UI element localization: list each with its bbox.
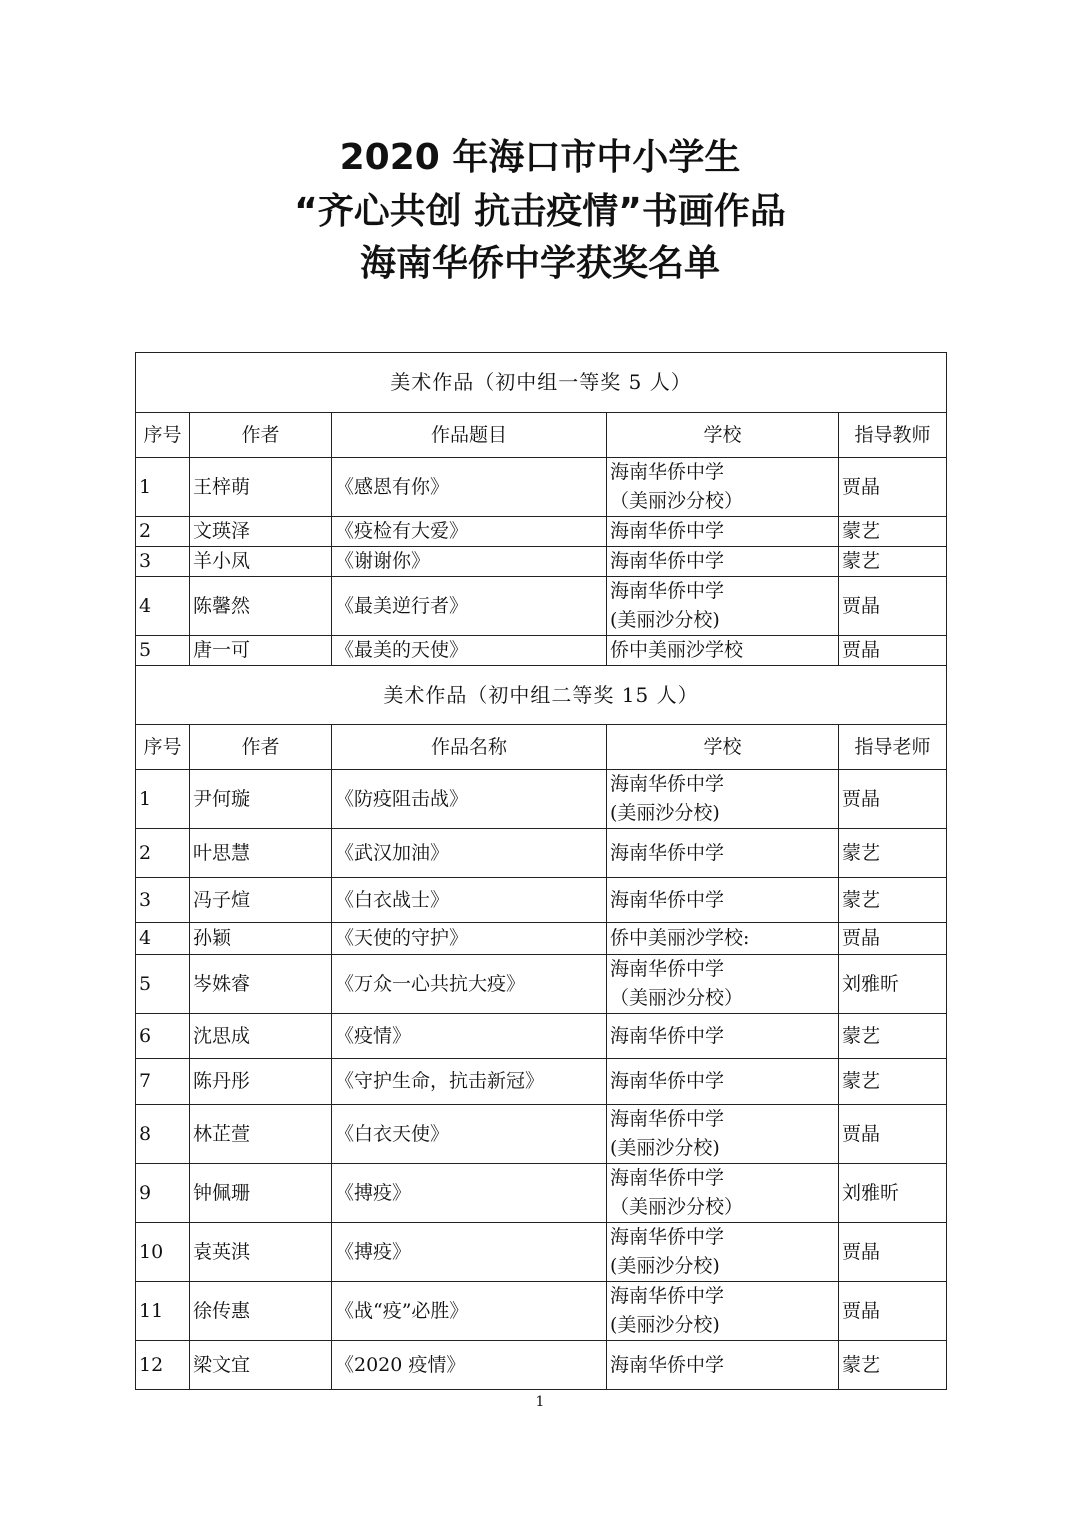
cell-author: 孙颖 [190,923,332,955]
document-title-line2: “齐心共创 抗击疫情”书画作品 [294,191,786,232]
document-title-line3: 海南华侨中学获奖名单 [359,243,720,284]
section-heading-row [136,353,947,413]
cell-no: 8 [136,1105,190,1164]
header-no: 序号 [136,725,190,770]
header-row [136,413,947,458]
school-branch-line: （美丽沙分校） [610,1196,744,1218]
school-line: 海南华侨中学 [610,1226,725,1248]
school-branch-line: (美丽沙分校) [610,1255,720,1277]
cell-school [607,1164,839,1223]
table-row [136,1223,947,1282]
cell-no: 5 [136,955,190,1014]
cell-no: 4 [136,923,190,955]
section1-heading: 美术作品（初中组一等奖 5 人） [136,353,947,413]
table-row [136,878,947,923]
school-line: 海南华侨中学 [610,461,725,483]
cell-author: 唐一可 [190,636,332,666]
cell-school: 侨中美丽沙学校 [607,636,839,666]
header-school: 学校 [607,413,839,458]
table-row [136,636,947,666]
header-teacher: 指导老师 [839,725,947,770]
table-row [136,770,947,829]
cell-school: 海南华侨中学 [607,829,839,878]
header-row [136,725,947,770]
cell-author: 陈丹彤 [190,1059,332,1105]
cell-teacher: 贾晶 [839,458,947,517]
cell-work: 《战“疫”必胜》 [332,1282,607,1341]
cell-author: 尹何璇 [190,770,332,829]
table-row [136,1164,947,1223]
cell-no: 3 [136,878,190,923]
cell-work: 《搏疫》 [332,1164,607,1223]
cell-author: 王梓萌 [190,458,332,517]
cell-author: 徐传惠 [190,1282,332,1341]
table-row [136,577,947,636]
cell-teacher: 刘雅昕 [839,1164,947,1223]
cell-author: 岑姝睿 [190,955,332,1014]
cell-work: 《最美的天使》 [332,636,607,666]
school-branch-line: (美丽沙分校) [610,1137,720,1159]
cell-school: 海南华侨中学 [607,1341,839,1390]
cell-teacher: 贾晶 [839,577,947,636]
cell-author: 袁英淇 [190,1223,332,1282]
cell-school: 海南华侨中学 [607,878,839,923]
cell-no: 9 [136,1164,190,1223]
school-line: 海南华侨中学 [610,1108,725,1130]
cell-author: 林芷萱 [190,1105,332,1164]
school-line: 海南华侨中学 [610,580,725,602]
school-line: 海南华侨中学 [610,1285,725,1307]
header-author: 作者 [190,725,332,770]
cell-teacher: 蒙艺 [839,878,947,923]
cell-school [607,955,839,1014]
header-school: 学校 [607,725,839,770]
cell-school [607,1223,839,1282]
cell-work: 《白衣战士》 [332,878,607,923]
table-row [136,923,947,955]
cell-author: 叶思慧 [190,829,332,878]
table-row [136,1341,947,1390]
cell-work: 《疫情》 [332,1014,607,1059]
cell-no: 6 [136,1014,190,1059]
school-line: 海南华侨中学 [610,1167,725,1189]
school-line: 海南华侨中学 [610,958,725,980]
cell-author: 钟佩珊 [190,1164,332,1223]
cell-no: 1 [136,770,190,829]
cell-teacher: 蒙艺 [839,1014,947,1059]
cell-school [607,458,839,517]
header-work: 作品名称 [332,725,607,770]
cell-school: 海南华侨中学 [607,547,839,577]
cell-no: 10 [136,1223,190,1282]
header-no: 序号 [136,413,190,458]
cell-work: 《2020 疫情》 [332,1341,607,1390]
cell-no: 1 [136,458,190,517]
cell-author: 陈馨然 [190,577,332,636]
table-row [136,955,947,1014]
cell-school [607,1105,839,1164]
table-row [136,1014,947,1059]
award-table [135,352,947,1390]
cell-no: 3 [136,547,190,577]
cell-author: 沈思成 [190,1014,332,1059]
cell-work: 《感恩有你》 [332,458,607,517]
cell-author: 羊小凤 [190,547,332,577]
table-row [136,1105,947,1164]
cell-school [607,1282,839,1341]
cell-work: 《武汉加油》 [332,829,607,878]
cell-no: 5 [136,636,190,666]
cell-work: 《天使的守护》 [332,923,607,955]
cell-no: 7 [136,1059,190,1105]
table-row [136,1059,947,1105]
cell-author: 梁文宜 [190,1341,332,1390]
cell-teacher: 贾晶 [839,636,947,666]
cell-teacher: 贾晶 [839,1105,947,1164]
school-branch-line: （美丽沙分校） [610,987,744,1009]
cell-school: 侨中美丽沙学校: [607,923,839,955]
cell-no: 2 [136,517,190,547]
section-heading-row [136,666,947,725]
cell-author: 文瑛泽 [190,517,332,547]
header-teacher: 指导教师 [839,413,947,458]
cell-teacher: 贾晶 [839,1282,947,1341]
cell-no: 2 [136,829,190,878]
cell-work: 《搏疫》 [332,1223,607,1282]
cell-work: 《白衣天使》 [332,1105,607,1164]
cell-teacher: 蒙艺 [839,1341,947,1390]
cell-no: 12 [136,1341,190,1390]
cell-teacher: 蒙艺 [839,829,947,878]
table-row [136,547,947,577]
cell-school: 海南华侨中学 [607,1014,839,1059]
cell-school: 海南华侨中学 [607,517,839,547]
cell-school [607,577,839,636]
school-branch-line: (美丽沙分校) [610,609,720,631]
school-branch-line: （美丽沙分校） [610,490,744,512]
cell-school [607,770,839,829]
cell-teacher: 贾晶 [839,923,947,955]
cell-work: 《防疫阻击战》 [332,770,607,829]
table-row [136,1282,947,1341]
document-title-line1: 2020 年海口市中小学生 [339,137,741,178]
page-number: 1 [535,1394,545,1410]
cell-work: 《疫检有大爱》 [332,517,607,547]
cell-teacher: 贾晶 [839,1223,947,1282]
cell-teacher: 蒙艺 [839,1059,947,1105]
table-row [136,517,947,547]
cell-no: 4 [136,577,190,636]
school-branch-line: (美丽沙分校) [610,802,720,824]
school-line: 海南华侨中学 [610,773,725,795]
cell-no: 11 [136,1282,190,1341]
cell-school: 海南华侨中学 [607,1059,839,1105]
table-row [136,458,947,517]
cell-work: 《万众一心共抗大疫》 [332,955,607,1014]
cell-teacher: 蒙艺 [839,517,947,547]
section2-heading: 美术作品（初中组二等奖 15 人） [136,666,947,725]
table-row [136,829,947,878]
cell-work: 《谢谢你》 [332,547,607,577]
school-branch-line: (美丽沙分校) [610,1314,720,1336]
cell-teacher: 贾晶 [839,770,947,829]
cell-work: 《最美逆行者》 [332,577,607,636]
cell-teacher: 刘雅昕 [839,955,947,1014]
header-work: 作品题目 [332,413,607,458]
cell-work: 《守护生命，抗击新冠》 [332,1059,607,1105]
cell-teacher: 蒙艺 [839,547,947,577]
cell-author: 冯子煊 [190,878,332,923]
header-author: 作者 [190,413,332,458]
